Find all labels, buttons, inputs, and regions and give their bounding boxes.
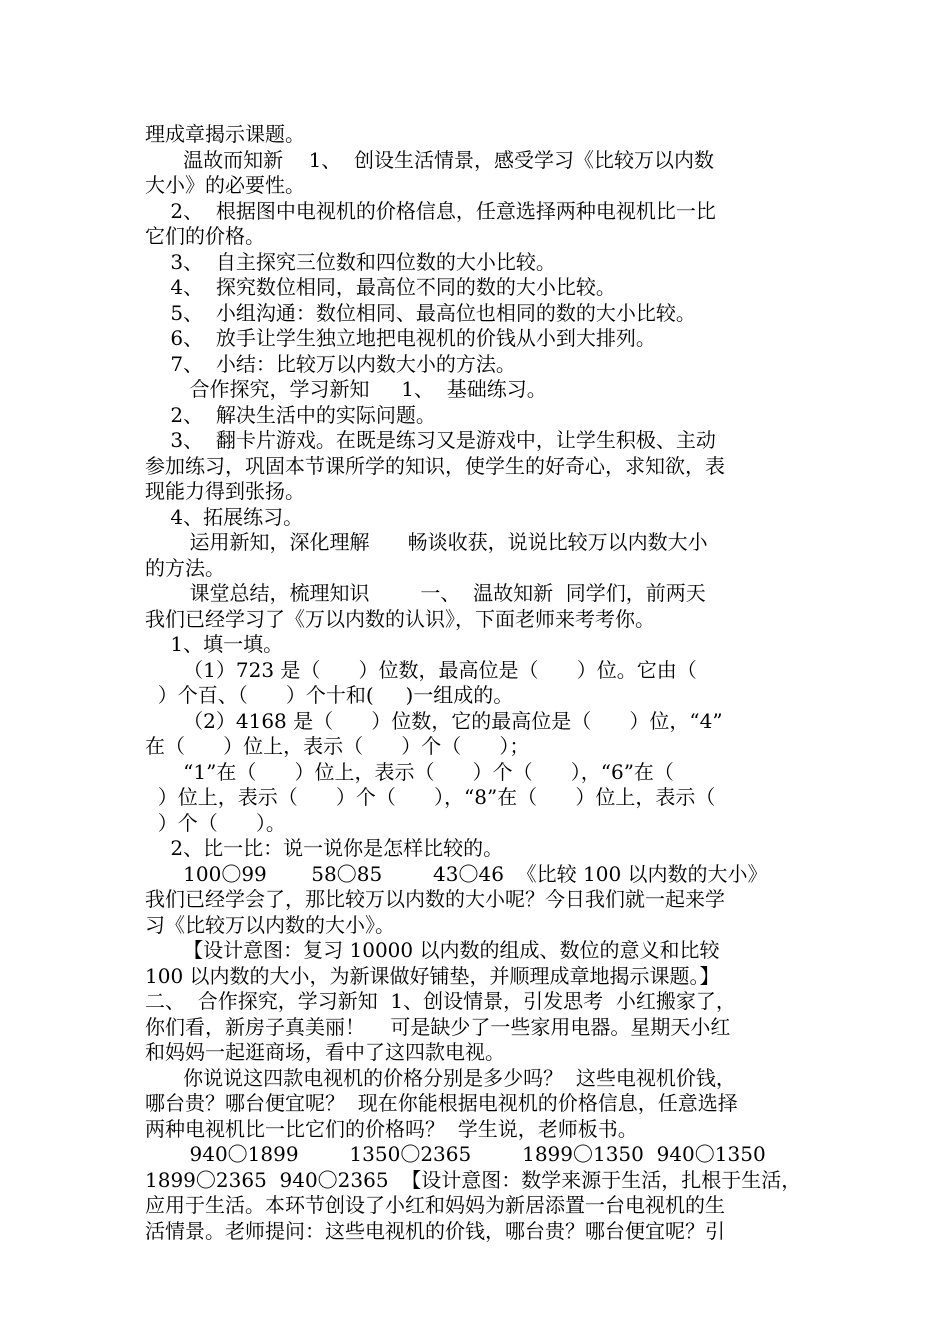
text-line: 2、比一比：说一说你是怎样比较的。 [145, 836, 504, 860]
text-line: 它们的价格。 [145, 224, 265, 248]
text-line: 应用于生活。本环节创设了小红和妈妈为新居添置一台电视机的生 [145, 1193, 725, 1217]
text-line: 你们看，新房子真美丽！ 可是缺少了一些家用电器。星期天小红 [145, 1014, 731, 1039]
text-line: 1899〇2365 940〇2365 【设计意图：数学来源于生活，扎根于生活， [145, 1167, 802, 1192]
text-line: 习《比较万以内数的大小》。 [145, 912, 395, 937]
text-line: 活情景。老师提问：这些电视机的价钱，哪台贵？哪台便宜呢？引 [145, 1218, 725, 1243]
text-line: 大小》的必要性。 [145, 173, 305, 197]
text-line: “1”在（ ）位上，表示（ ）个（ ），“6”在（ [145, 759, 674, 784]
text-line: 100〇99 58〇85 43〇46 《比较 100 以内数的大小》 [145, 861, 768, 886]
document-body [145, 122, 825, 1244]
text-line: 参加练习，巩固本节课所学的知识，使学生的好奇心，求知欲，表 [145, 453, 725, 478]
text-line: 合作探究，学习新知 1、 基础练习。 [145, 377, 547, 401]
text-line: 运用新知，深化理解 畅谈收获，说说比较万以内数大小 [145, 530, 708, 554]
text-line: 和妈妈一起逛商场，看中了这四款电视。 [145, 1040, 505, 1064]
text-line: 二、 合作探究，学习新知 1、创设情景，引发思考 小红搬家了， [145, 989, 736, 1013]
text-line: 4、 探究数位相同，最高位不同的数的大小比较。 [145, 275, 616, 299]
text-line: 温故而知新 1、 创设生活情景，感受学习《比较万以内数 [145, 147, 715, 172]
text-line: （1）723 是（ ）位数，最高位是（ ）位。它由（ [145, 657, 697, 682]
text-line: 现能力得到张扬。 [145, 479, 305, 503]
text-line: 课堂总结，梳理知识 一、 温故知新 同学们，前两天 [145, 581, 706, 605]
text-line: 在（ ）位上，表示（ ）个（ ）； [145, 734, 530, 758]
text-line: ）位上，表示（ ）个（ ），“8”在（ ）位上，表示（ [145, 785, 716, 809]
text-line: 我们已经学习了《万以内数的认识》，下面老师来考考你。 [145, 606, 655, 631]
text-line: 940〇1899 1350〇2365 1899〇1350 940〇1350 [145, 1142, 766, 1166]
text-line: （2）4168 是（ ）位数，它的最高位是（ ）位，“4” [145, 708, 723, 733]
text-line: 2、 根据图中电视机的价格信息，任意选择两种电视机比一比 [145, 198, 716, 223]
text-line: 4、拓展练习。 [145, 504, 304, 529]
text-line: 100 以内数的大小，为新课做好铺垫，并顺理成章地揭示课题。】 [145, 963, 720, 988]
text-line: 的方法。 [145, 555, 225, 580]
text-line: 我们已经学会了，那比较万以内数的大小呢？今日我们就一起来学 [145, 887, 725, 911]
text-line: 7、 小结：比较万以内数大小的方法。 [145, 351, 516, 376]
text-line: 2、 解决生活中的实际问题。 [145, 402, 436, 427]
text-line: 你说说这四款电视机的价格分别是多少吗？ 这些电视机价钱， [145, 1065, 736, 1090]
text-line: 理成章揭示课题。 [145, 122, 305, 146]
text-line: 5、 小组沟通：数位相同、最高位也相同的数的大小比较。 [145, 300, 696, 325]
text-line: 哪台贵？哪台便宜呢？ 现在你能根据电视机的价格信息，任意选择 [145, 1091, 738, 1115]
text-line: 6、 放手让学生独立地把电视机的价钱从小到大排列。 [145, 326, 656, 350]
text-line: 3、 自主探究三位数和四位数的大小比较。 [145, 249, 556, 274]
text-line: 【设计意图：复习 10000 以内数的组成、数位的意义和比较 [145, 938, 720, 962]
text-line: 1、填一填。 [145, 632, 284, 656]
text-line: 两种电视机比一比它们的价格吗？ 学生说，老师板书。 [145, 1116, 638, 1141]
text-line: ）个百、（ ）个十和( )一组成的。 [145, 683, 514, 707]
text-line: ）个（ ）。 [145, 810, 286, 835]
text-line: 3、 翻卡片游戏。在既是练习又是游戏中，让学生积极、主动 [145, 428, 716, 452]
